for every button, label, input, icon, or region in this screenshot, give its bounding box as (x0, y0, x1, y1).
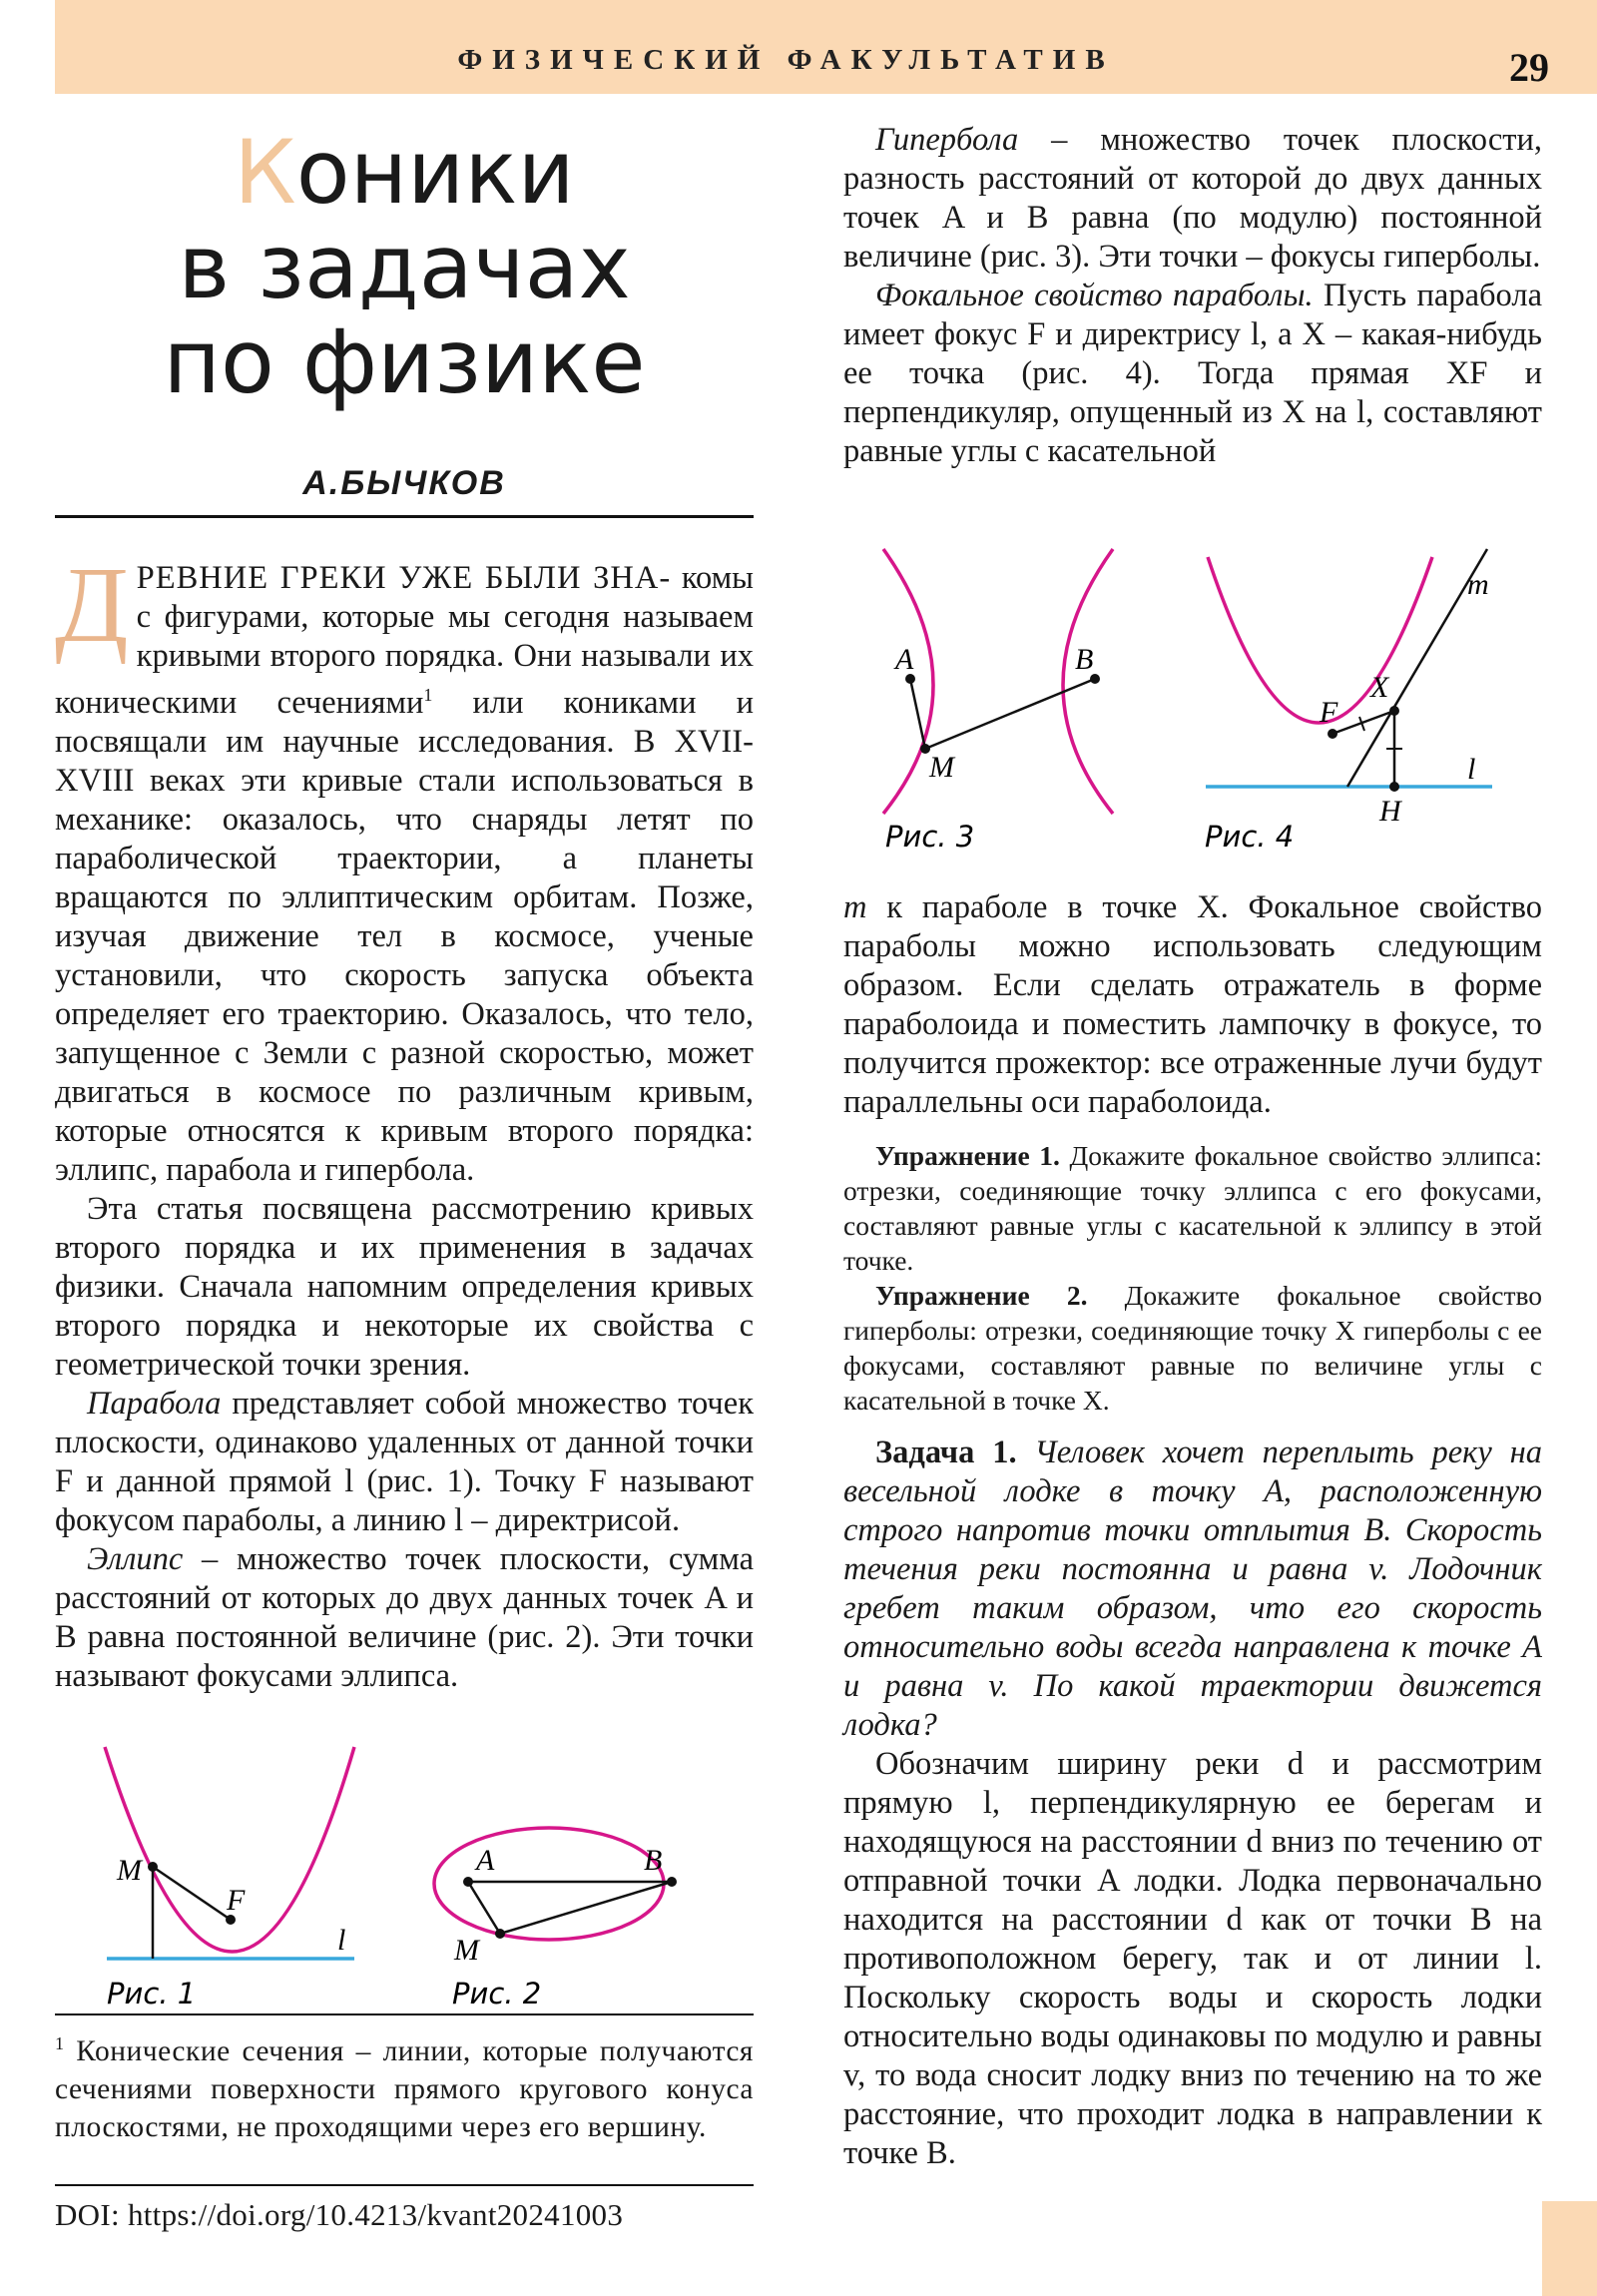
label-x: X (1370, 671, 1389, 704)
label-a: A (476, 1844, 495, 1877)
figure-4 (1205, 549, 1492, 854)
left-column (55, 546, 755, 1696)
paragraph-ellipse (55, 1540, 754, 1696)
term-ellipse: Эллипс (87, 1540, 184, 1577)
footnote-mark: 1 (55, 2033, 65, 2053)
exercises (843, 1138, 1542, 1418)
intro-caps: РЕВНИЕ ГРЕКИ УЖЕ БЫЛИ ЗНА- (136, 560, 672, 596)
running-title: ФИЗИЧЕСКИЙ ФАКУЛЬТАТИВ (457, 44, 1115, 76)
fig2-caption: Рис. 2 (452, 1977, 542, 2010)
label-a3: A (895, 643, 914, 676)
point-f4 (1328, 729, 1337, 739)
paragraph-m (843, 888, 1542, 1122)
point-x (1389, 706, 1399, 716)
term-focal: Фокальное свойство параболы. (875, 278, 1314, 313)
ex1-text: Докажите фокальное свойство эллипса: отрезки, соединяющие точку эллипса с его фокусами, составляют равные углы с касательной к эллипсу в этой точке. (843, 1140, 1542, 1276)
label-f: F (227, 1884, 246, 1917)
right-column-bottom (843, 888, 1542, 2173)
task-text: Человек хочет переплыть реку на весельной лодке в точку A, расположенную строго напротив точки отплытия B. Скорость течения реки постоянна и равна v. Лодочник гребет таким образом, что его скорость относительно воды всегда направлена к точке A и равна v. По какой траектории движется лодка? (843, 1435, 1542, 1743)
task-1 (843, 1434, 1542, 1745)
solution-paragraph: Обозначим ширину реки d и рассмотрим прямую l, перпендикулярную ее берегам и находящуюся на расстоянии d вниз по течению от отправной точки A лодки. Лодка первоначально находится на расстоянии d как от точки B на противоположном берегу, так и от линии l. Поскольку скорость воды и скорость лодки относительно воды одинаковы по модулю и равны v, то вода сносит лодку вниз по течению на то же расстояние, что проходит лодка в направлении к точке B. (843, 1746, 1542, 2171)
figure-3 (883, 549, 1113, 854)
label-b: B (644, 1844, 663, 1877)
task-label: Задача 1. (875, 1435, 1017, 1470)
paragraph-hyperbola (843, 121, 1542, 277)
point-h (1389, 782, 1399, 792)
term-parabola: Парабола (87, 1385, 222, 1422)
parabola-def: представляет собой множество точек плоскости, одинаково удаленных от данной точки F и данной прямой l (рис. 1). Точку F называют фокусом параболы, а линию l – директрисой. (55, 1385, 754, 1538)
paragraph-parabola (55, 1385, 754, 1540)
bm-segment (500, 1882, 672, 1934)
article-title (55, 121, 754, 413)
label-f4: F (1320, 696, 1338, 729)
title-line1: оники (295, 121, 575, 224)
footnote-ref: 1 (423, 685, 433, 705)
title-line2: в задачах (178, 216, 631, 318)
ex2-text: Докажите фокальное свойство гиперболы: отрезки, соединяющие точку X гиперболы с ее фокусами, составляют равные по величине углы с касательной в точке X. (843, 1280, 1543, 1416)
author: А.БЫЧКОВ (302, 464, 506, 502)
exercise-1 (843, 1138, 1542, 1278)
label-b3: B (1075, 643, 1094, 676)
fig3-caption: Рис. 3 (885, 820, 975, 854)
point-m (148, 1862, 158, 1872)
point-a (463, 1877, 473, 1887)
am-seg3 (910, 679, 925, 749)
doi-rule (55, 2184, 754, 2186)
tangent-line (1347, 549, 1487, 787)
figure-1 (105, 1747, 354, 2010)
point-m2 (495, 1929, 505, 1939)
fig4-caption: Рис. 4 (1205, 820, 1295, 854)
hyperbola-def: – множество точек плоскости, разность расстояний от которой до двух данных точек A и B равна (по модулю) постоянной величине (рис. 3). Эти точки – фокусы гиперболы. (843, 122, 1542, 275)
footnote-text: Конические сечения – линии, которые получаются сечениями поверхности прямого кругового конуса плоскостями, не проходящими через его вершину. (55, 2034, 754, 2143)
right-column-top (843, 121, 1542, 471)
footnote (55, 2024, 754, 2146)
paragraph-focal (843, 277, 1542, 471)
exercise-2 (843, 1278, 1542, 1418)
label-h: H (1379, 795, 1401, 828)
ex2-label: Упражнение 2. (875, 1280, 1088, 1311)
label-m2: M (454, 1934, 479, 1967)
footnote-rule (55, 2013, 754, 2015)
label-l4: l (1467, 753, 1476, 786)
title-line3: по физике (163, 310, 646, 413)
paraboloid-text: к параболе в точке X. Фокальное свойство параболы можно использовать следующим образом. Если сделать отражатель в форме параболоида и поместить лампочку в фокусе, то получится прожектор: все отраженные лучи будут параллельны оси параболоида. (843, 889, 1542, 1120)
figures-3-4 (843, 539, 1552, 863)
term-m: m (843, 889, 867, 925)
point-b (667, 1877, 677, 1887)
ellipse-def: – множество точек плоскости, сумма расстояний от которых до двух данных точек A и B равна постоянной величине (рис. 2). Эти точки называют фокусами эллипса. (55, 1540, 754, 1694)
figure-2 (434, 1828, 677, 2010)
fig1-caption: Рис. 1 (107, 1977, 197, 2010)
intro-text: комы с фигурами, которые мы сегодня называем кривыми второго порядка. Они называли их коническими сечениями (55, 560, 755, 721)
dropcap: Д (55, 546, 129, 665)
page-number: 29 (1509, 45, 1549, 90)
intro-paragraph (55, 546, 755, 1190)
term-hyperbola: Гипербола (875, 122, 1019, 158)
label-m3: M (929, 751, 954, 784)
doi: DOI: https://doi.org/10.4213/kvant20241003 (55, 2197, 624, 2232)
corner-tab (1542, 2201, 1597, 2296)
header-band (55, 0, 1597, 94)
title-initial: К (234, 121, 296, 224)
label-m: M (117, 1854, 142, 1887)
title-rule (55, 515, 754, 518)
ex1-label: Упражнение 1. (875, 1140, 1060, 1171)
label-l: l (337, 1924, 346, 1957)
paragraph-2: Эта статья посвящена рассмотрению кривых второго порядка и их применения в задачах физики. Сначала напомним определения кривых второго порядка и некоторые их свойства с геометрической точки зрения. (55, 1190, 754, 1383)
focal-text: Пусть парабола имеет фокус F и директрису l, а X – какая-нибудь ее точка (рис. 4). Тогда прямая XF и перпендикуляр, опущенный из X на l, составляют равные углы с касательной (843, 278, 1542, 469)
intro-tail: или кониками и посвящали им научные исследования. В XVII-XVIII веках эти кривые стали использоваться в механике: оказалось, что снаряды летят по параболической траектории, а планеты вращаются по эллиптическим орбитам. Позже, изучая движение тел в космосе, ученые установили, что скорость запуска объекта определяет его траекторию. Оказалось, что тело, запущенное с Земли с разной скоростью, может двигаться в космосе по различным кривым, которые относятся к кривым второго порядка: эллипс, парабола и гипербола. (55, 684, 754, 1188)
label-m4: m (1467, 568, 1489, 601)
figures-1-2 (55, 1732, 754, 2016)
